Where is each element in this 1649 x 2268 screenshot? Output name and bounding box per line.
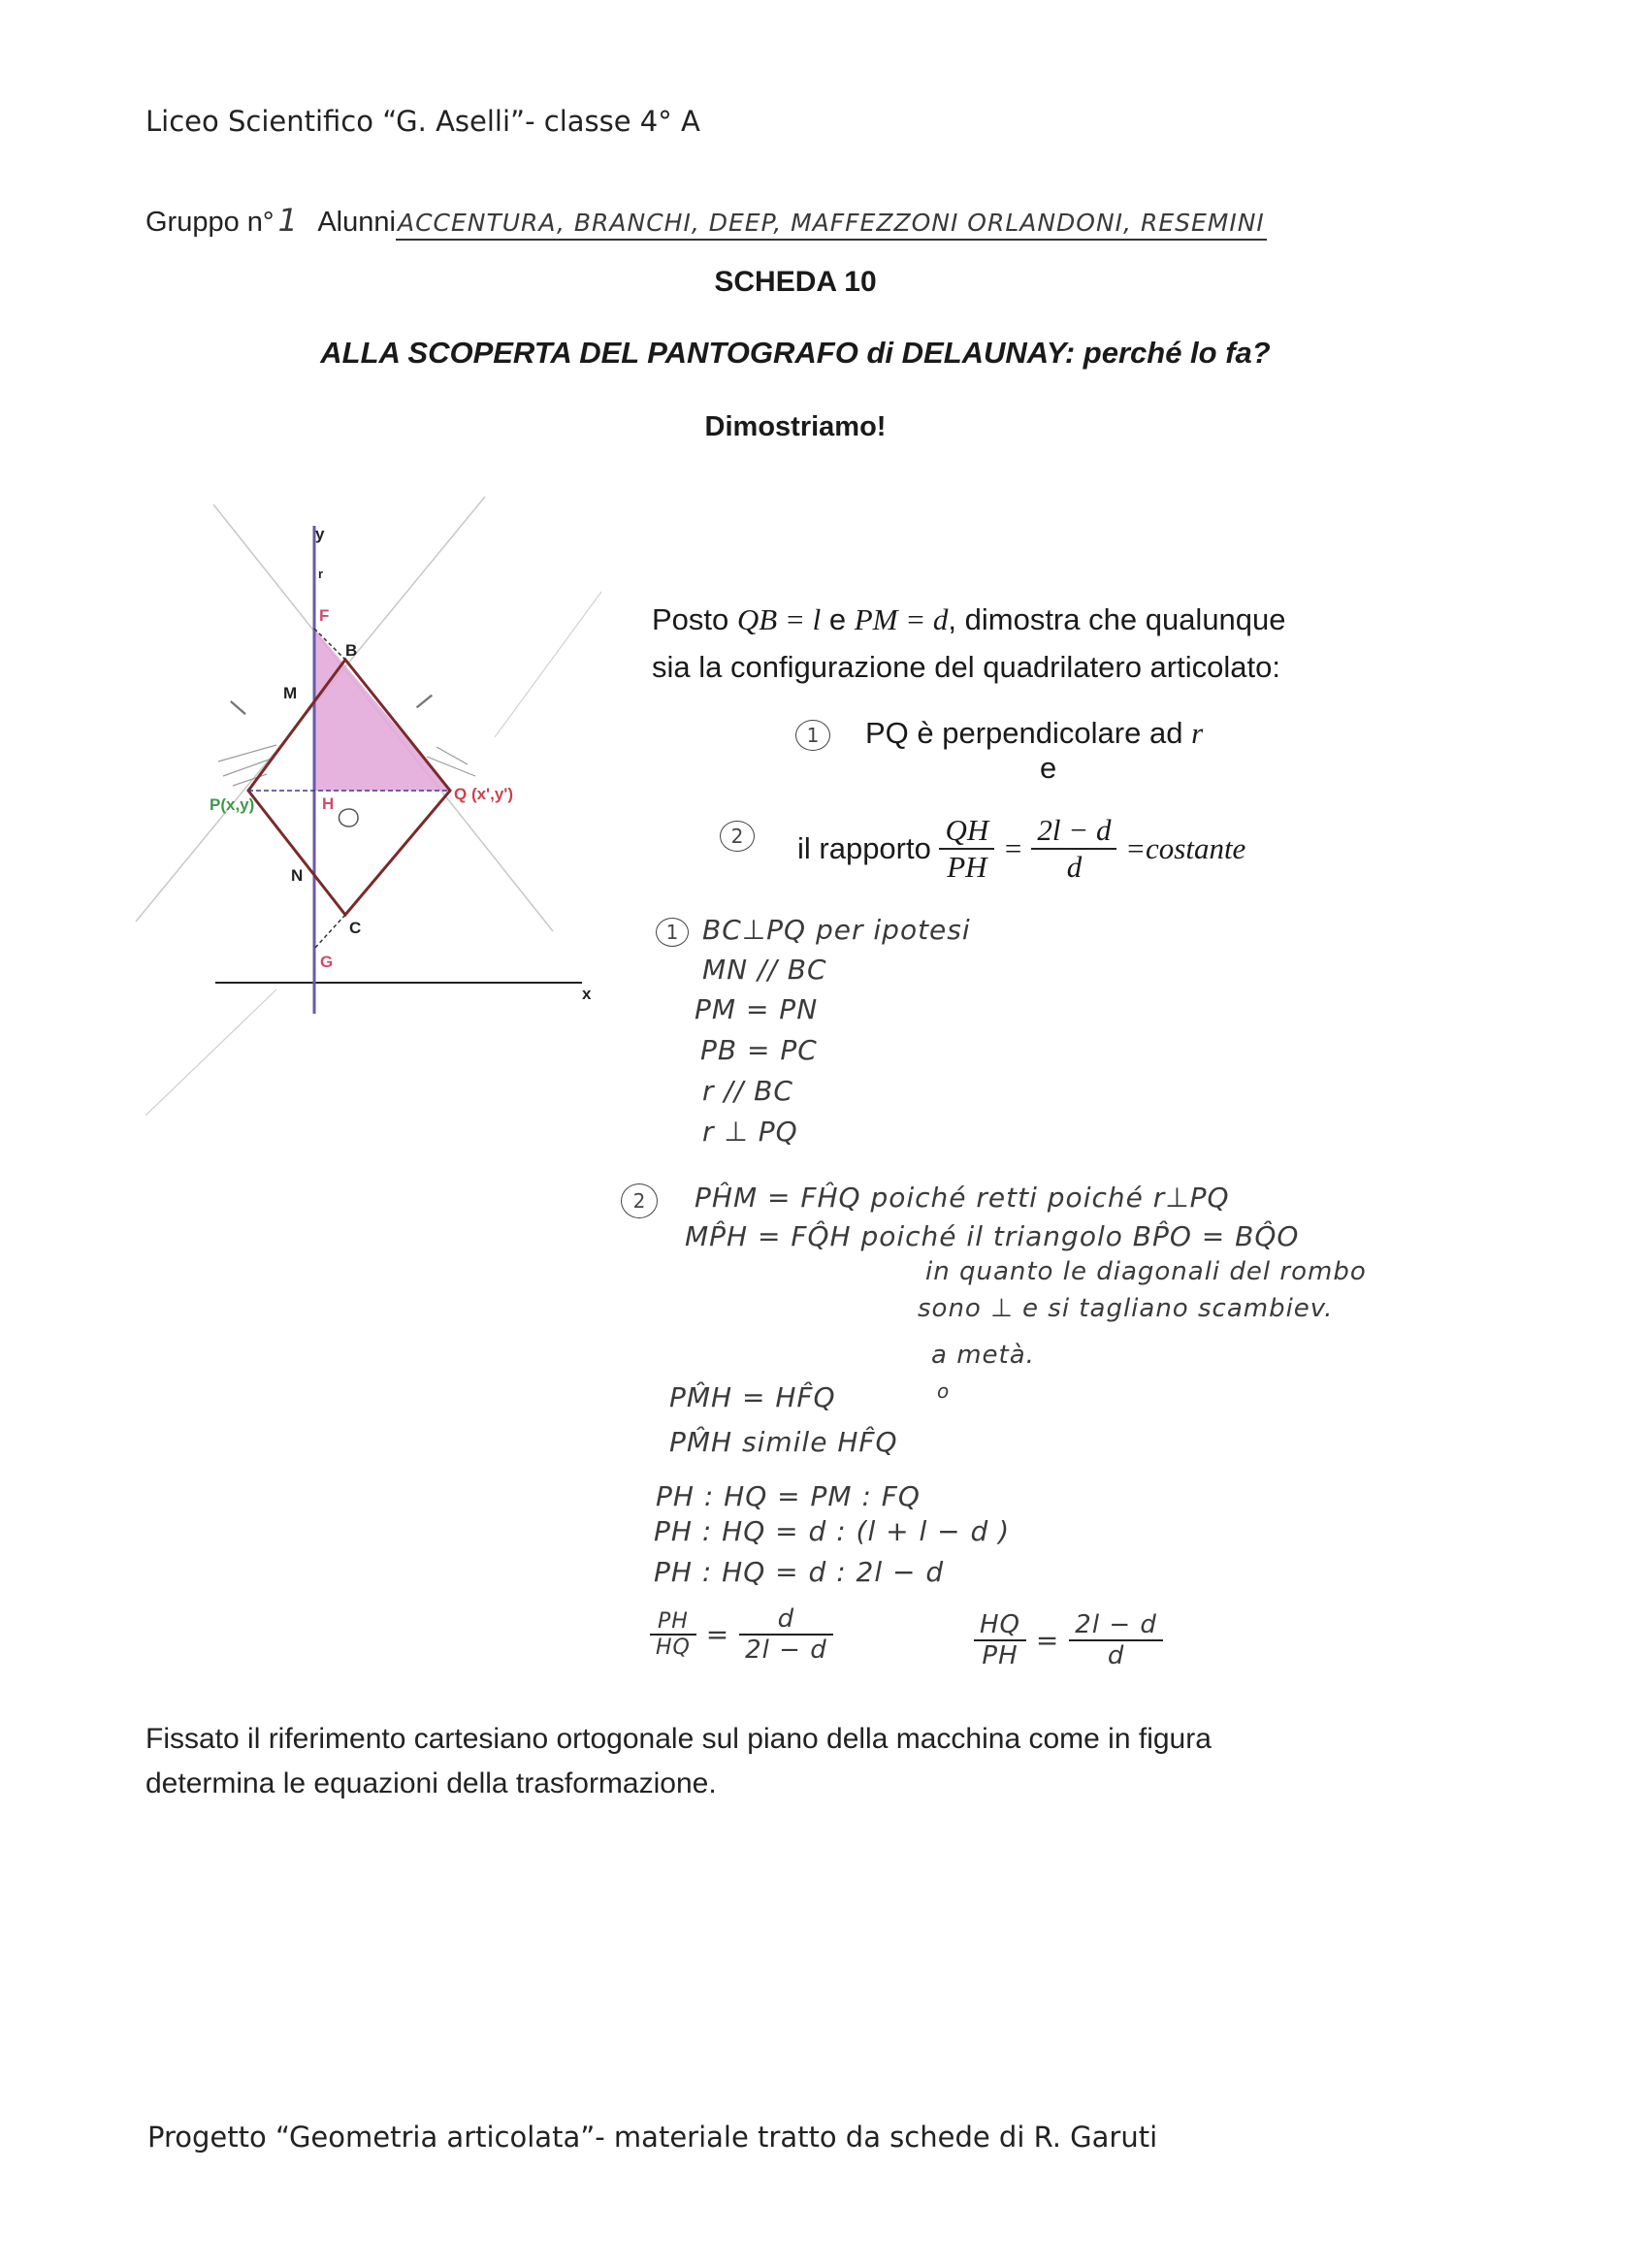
proportion-2: PH : HQ = d : (l + l − d ) (654, 1515, 1011, 1547)
item1-pre: PQ è perpendicolare ad (865, 716, 1192, 750)
instruction (146, 1717, 1212, 1806)
group-line (146, 202, 1267, 239)
label-l-left: l (225, 698, 254, 720)
label-y: y (315, 525, 325, 543)
item2-text (797, 813, 1245, 885)
proof1-line-3: PM = PN (695, 993, 819, 1025)
proof1-line-6: r ⊥ PQ (702, 1116, 798, 1148)
pm-definition: PM = d (854, 602, 949, 636)
fraction-a-num: PH (650, 1609, 696, 1636)
proof1-line-4: PB = PC (700, 1034, 818, 1066)
label-C: C (349, 919, 362, 937)
fraction-b-right (1069, 1610, 1163, 1670)
circle-O-mark (340, 809, 359, 826)
item1-number: 1 (795, 720, 830, 751)
similar-triangles: PM̂H simile HF̂Q (669, 1426, 898, 1458)
item2-number: 2 (720, 821, 755, 852)
project-footer: Progetto “Geometria articolata”- materiale tratto da schede di R. Garuti (147, 2121, 1158, 2154)
label-x: x (582, 985, 592, 1003)
proof1-line-1: BC⊥PQ per ipotesi (702, 914, 971, 946)
instruction-line-1: Fissato il riferimento cartesiano ortogonale sul piano della macchina come in figura (146, 1723, 1212, 1755)
label-H: H (322, 794, 335, 813)
proof2-line-2: MP̂H = FQ̂H poiché il triangolo BP̂O = BQ̂O (685, 1220, 1300, 1252)
fraction-b-rnum: 2l − d (1069, 1610, 1163, 1641)
proportion-1: PH : HQ = PM : FQ (656, 1480, 921, 1512)
pantograph-figure (107, 485, 611, 1145)
ratio-right-den: d (1066, 850, 1083, 884)
fraction-b-rden: d (1107, 1641, 1125, 1670)
conjunction: e (1040, 751, 1057, 785)
sheet-title: SCHEDA 10 (714, 266, 877, 298)
item2-pre: il rapporto (797, 831, 940, 865)
item1-var: r (1191, 716, 1204, 750)
proof2-number: 2 (621, 1183, 658, 1218)
proof1-line-2: MN // BC (702, 954, 827, 986)
instruction-line-2: determina le equazioni della trasformazione. (146, 1767, 717, 1799)
fraction-a-den: HQ (656, 1636, 691, 1660)
item1-text (865, 716, 1203, 751)
extension-CG (314, 915, 345, 949)
ratio-left-den: PH (947, 850, 987, 884)
ratio-left (939, 813, 994, 885)
ratio-right-num: 2l − d (1031, 813, 1116, 850)
label-l-right: l (410, 689, 436, 717)
fraction-a-left (650, 1609, 696, 1660)
proof2-line-3: in quanto le diagonali del rombo (925, 1257, 1367, 1286)
fraction-b-left (974, 1610, 1026, 1670)
proof2-line-5: a metà. (931, 1341, 1035, 1370)
label-M: M (283, 684, 298, 702)
label-B: B (345, 641, 358, 660)
proof2-line-1: PĤM = FĤQ poiché retti poiché r⊥PQ (695, 1182, 1230, 1214)
label-F: F (319, 606, 330, 625)
label-N: N (291, 866, 304, 885)
label-P: P(x,y) (210, 795, 255, 814)
ratio-left-num: QH (939, 813, 994, 850)
label-Q: Q (x',y') (454, 785, 513, 803)
fraction-a-eq: = (705, 1618, 730, 1651)
fraction-b (974, 1610, 1163, 1670)
students-names: ACCENTURA, BRANCHI, DEEP, MAFFEZZONI ORLANDONI, RESEMINI (396, 209, 1267, 241)
ratio-right (1031, 813, 1116, 885)
proof2-line-4: sono ⊥ e si tagliano scambiev. (918, 1294, 1334, 1323)
fraction-b-num: HQ (974, 1610, 1026, 1641)
task-line-2: sia la configurazione del quadrilatero articolato: (652, 650, 1280, 684)
fraction-a-right (739, 1604, 833, 1665)
fraction-a (650, 1604, 833, 1665)
school-line: Liceo Scientifico “G. Aselli”- classe 4° A (146, 105, 700, 138)
proportion-3: PH : HQ = d : 2l − d (654, 1556, 945, 1588)
similar-angles: PM̂H = HF̂Q (669, 1381, 836, 1413)
fraction-a-rnum: d (739, 1604, 833, 1636)
students-label: Alunni (317, 207, 396, 238)
group-label: Gruppo n° (146, 207, 275, 238)
similar-mark: o (937, 1379, 951, 1403)
main-title: ALLA SCOPERTA DEL PANTOGRAFO di DELAUNAY: perché lo fa? (320, 336, 1271, 370)
guide-line (146, 989, 276, 1116)
proof1-line-5: r // BC (702, 1075, 793, 1107)
task-intro: Posto (652, 602, 737, 636)
task-intro-post: , dimostra che qualunque (948, 602, 1286, 636)
subtitle: Dimostriamo! (704, 411, 887, 442)
guide-line (495, 592, 601, 737)
task-statement (652, 596, 1286, 691)
fraction-b-den: PH (982, 1641, 1018, 1670)
qb-definition: QB = l (736, 602, 822, 636)
fraction-b-eq: = (1035, 1624, 1060, 1657)
label-r: r (318, 567, 324, 581)
proof1-number: 1 (656, 918, 689, 947)
label-G: G (320, 953, 334, 971)
ratio-equals: = (1002, 831, 1023, 865)
task-and: e (821, 602, 855, 636)
ratio-tail: =costante (1125, 831, 1246, 865)
group-number: 1 (277, 202, 298, 239)
fraction-a-rden: 2l − d (745, 1636, 827, 1665)
task-line-1 (652, 596, 1286, 643)
